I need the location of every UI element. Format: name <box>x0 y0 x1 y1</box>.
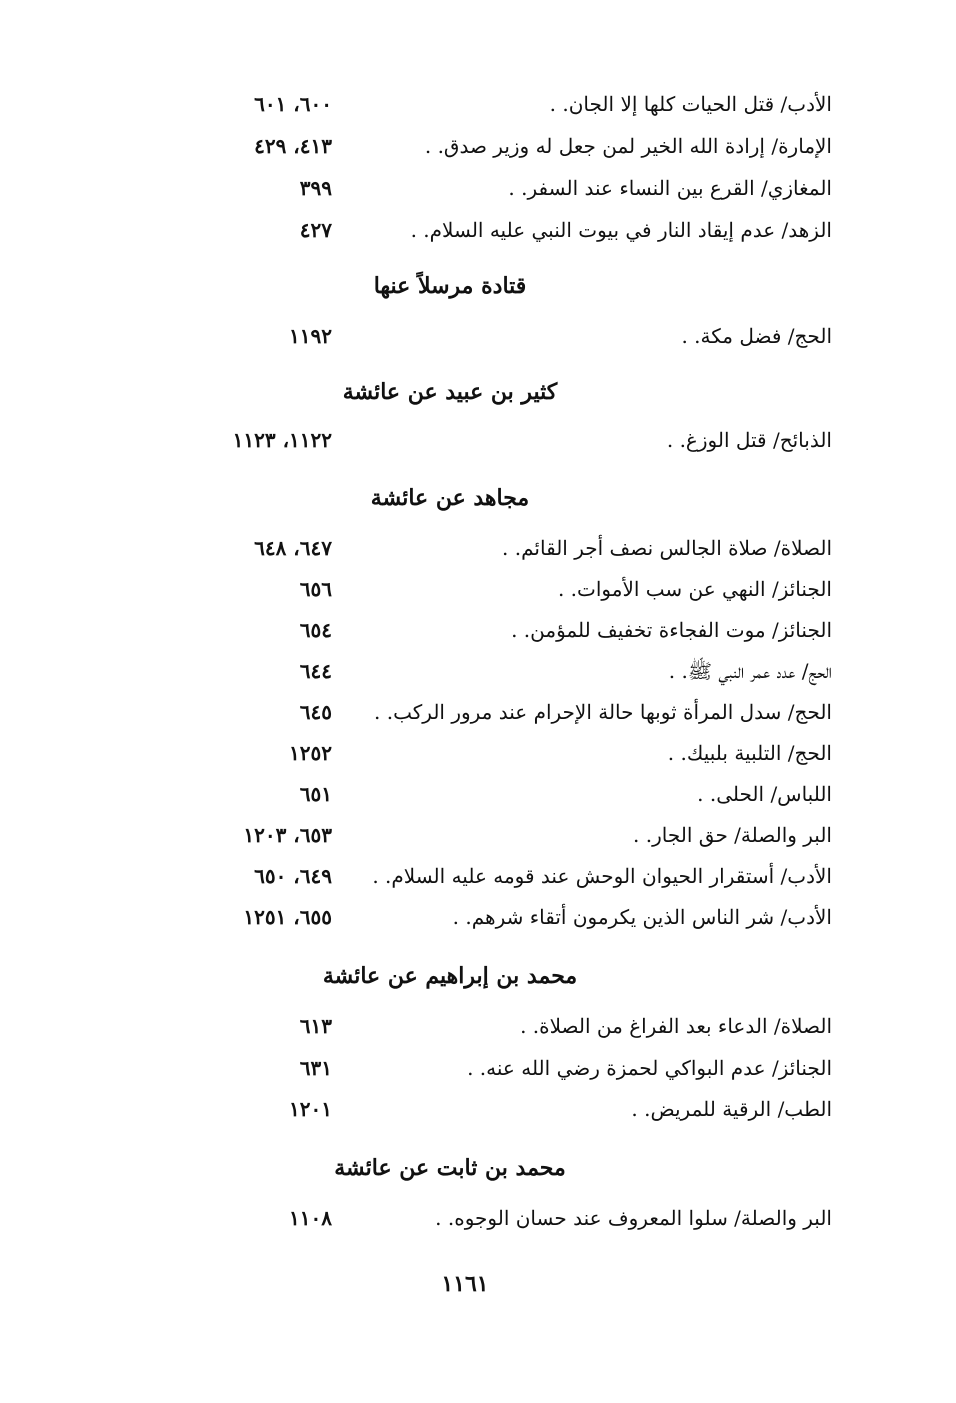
entry-text: الأدب/ قتل الحيات كلها إلا الجان. . <box>549 92 832 116</box>
entry-text: الأدب/ شر الناس الذين يكرمون أتقاء شرهم. . <box>452 905 832 929</box>
index-entry <box>150 856 832 896</box>
entry-pages: ٦٤٤ <box>299 659 332 683</box>
entry-text: الزهد/ عدم إيقاد النار في بيوت النبي عليه السلام. . <box>410 218 832 242</box>
entry-pages: ٦٥٤ <box>299 618 332 642</box>
section-heading: محمد بن ثابت عن عائشة <box>334 1155 566 1181</box>
entry-pages: ١١٢٢، ١١٢٣ <box>232 428 332 452</box>
entry-pages: ٦٠٠، ٦٠١ <box>254 92 332 116</box>
entry-pages: ٦٣١ <box>299 1056 332 1080</box>
index-entry <box>150 733 832 773</box>
entry-pages: ٣٩٩ <box>299 176 332 200</box>
index-entry <box>150 210 832 250</box>
entry-text: الحج/ التلبية بلبيك. . <box>667 741 832 765</box>
index-entry <box>150 610 832 650</box>
section-heading: محمد بن إبراهيم عن عائشة <box>322 963 578 989</box>
entry-pages: ٤٢٧ <box>299 218 332 242</box>
entry-text: الجنائز/ موت الفجاءة تخفيف للمؤمن. . <box>511 618 832 642</box>
entry-pages: ٦٥١ <box>299 782 332 806</box>
entry-pages: ١١٠٨ <box>289 1206 332 1230</box>
index-entry <box>150 126 832 166</box>
entry-pages: ٤١٣، ٤٢٩ <box>254 134 332 158</box>
entry-text: الجنائز/ النهي عن سب الأموات. . <box>557 577 832 601</box>
entry-text: اللباس/ الحلى. . <box>697 782 832 806</box>
index-entry <box>150 316 832 356</box>
entry-text: الحج/ عدد عمر النبي ﷺ. . <box>668 659 832 683</box>
entry-text: البر والصلة/ سلوا المعروف عند حسان الوجوه. . <box>435 1206 832 1230</box>
entry-pages: ٦٤٧، ٦٤٨ <box>254 536 332 560</box>
index-entry <box>150 774 832 814</box>
entry-text: الإمارة/ إرادة الله الخير لمن جعل له وزير صدق. . <box>424 134 832 158</box>
section-heading: قتادة مرسلاً عنها <box>373 273 527 299</box>
index-entry <box>150 528 832 568</box>
entry-pages: ٦٥٣، ١٢٠٣ <box>243 823 332 847</box>
entry-pages: ١٢٠١ <box>289 1097 332 1121</box>
entry-text: الصلاة/ الدعاء بعد الفراغ من الصلاة. . <box>520 1014 832 1038</box>
page-number: ١١٦١ <box>441 1271 489 1297</box>
index-entry <box>150 1089 832 1129</box>
index-entry <box>150 692 832 732</box>
entry-text: البر والصلة/ حق الجار. . <box>633 823 832 847</box>
index-entry <box>150 1198 832 1238</box>
index-entry <box>150 420 832 460</box>
index-entry <box>150 897 832 937</box>
entry-pages: ٦٤٩، ٦٥٠ <box>254 864 332 888</box>
entry-pages: ١١٩٢ <box>289 324 332 348</box>
section-heading: مجاهد عن عائشة <box>370 485 530 511</box>
index-entry <box>150 651 832 691</box>
index-entry <box>150 1048 832 1088</box>
entry-text: الأدب/ أستقرار الحيوان الوحش عند قومه عليه السلام. . <box>372 864 832 888</box>
entry-pages: ٦١٣ <box>299 1014 332 1038</box>
entry-text: الذبائح/ قتل الوزغ. . <box>666 428 832 452</box>
section-heading: كثير بن عبيد عن عائشة <box>342 379 558 405</box>
entry-text: الجنائز/ عدم البواكي لحمزة رضي الله عنه. . <box>467 1056 832 1080</box>
entry-pages: ٦٥٥، ١٢٥١ <box>243 905 332 929</box>
entry-text: الحج/ فضل مكة. . <box>681 324 832 348</box>
index-entry <box>150 815 832 855</box>
entry-pages: ٦٥٦ <box>299 577 332 601</box>
entry-text: المغازي/ القرع بين النساء عند السفر. . <box>508 176 832 200</box>
index-entry <box>150 84 832 124</box>
index-entry <box>150 569 832 609</box>
entry-text: الطب/ الرقية للمريض. . <box>631 1097 832 1121</box>
entry-text: الصلاة/ صلاة الجالس نصف أجر القائم. . <box>502 536 832 560</box>
entry-pages: ١٢٥٢ <box>289 741 332 765</box>
entry-text: الحج/ سدل المرأة ثوبها حالة الإحرام عند مرور الركب. . <box>374 700 832 724</box>
index-entry <box>150 168 832 208</box>
entry-pages: ٦٤٥ <box>299 700 332 724</box>
index-entry <box>150 1006 832 1046</box>
